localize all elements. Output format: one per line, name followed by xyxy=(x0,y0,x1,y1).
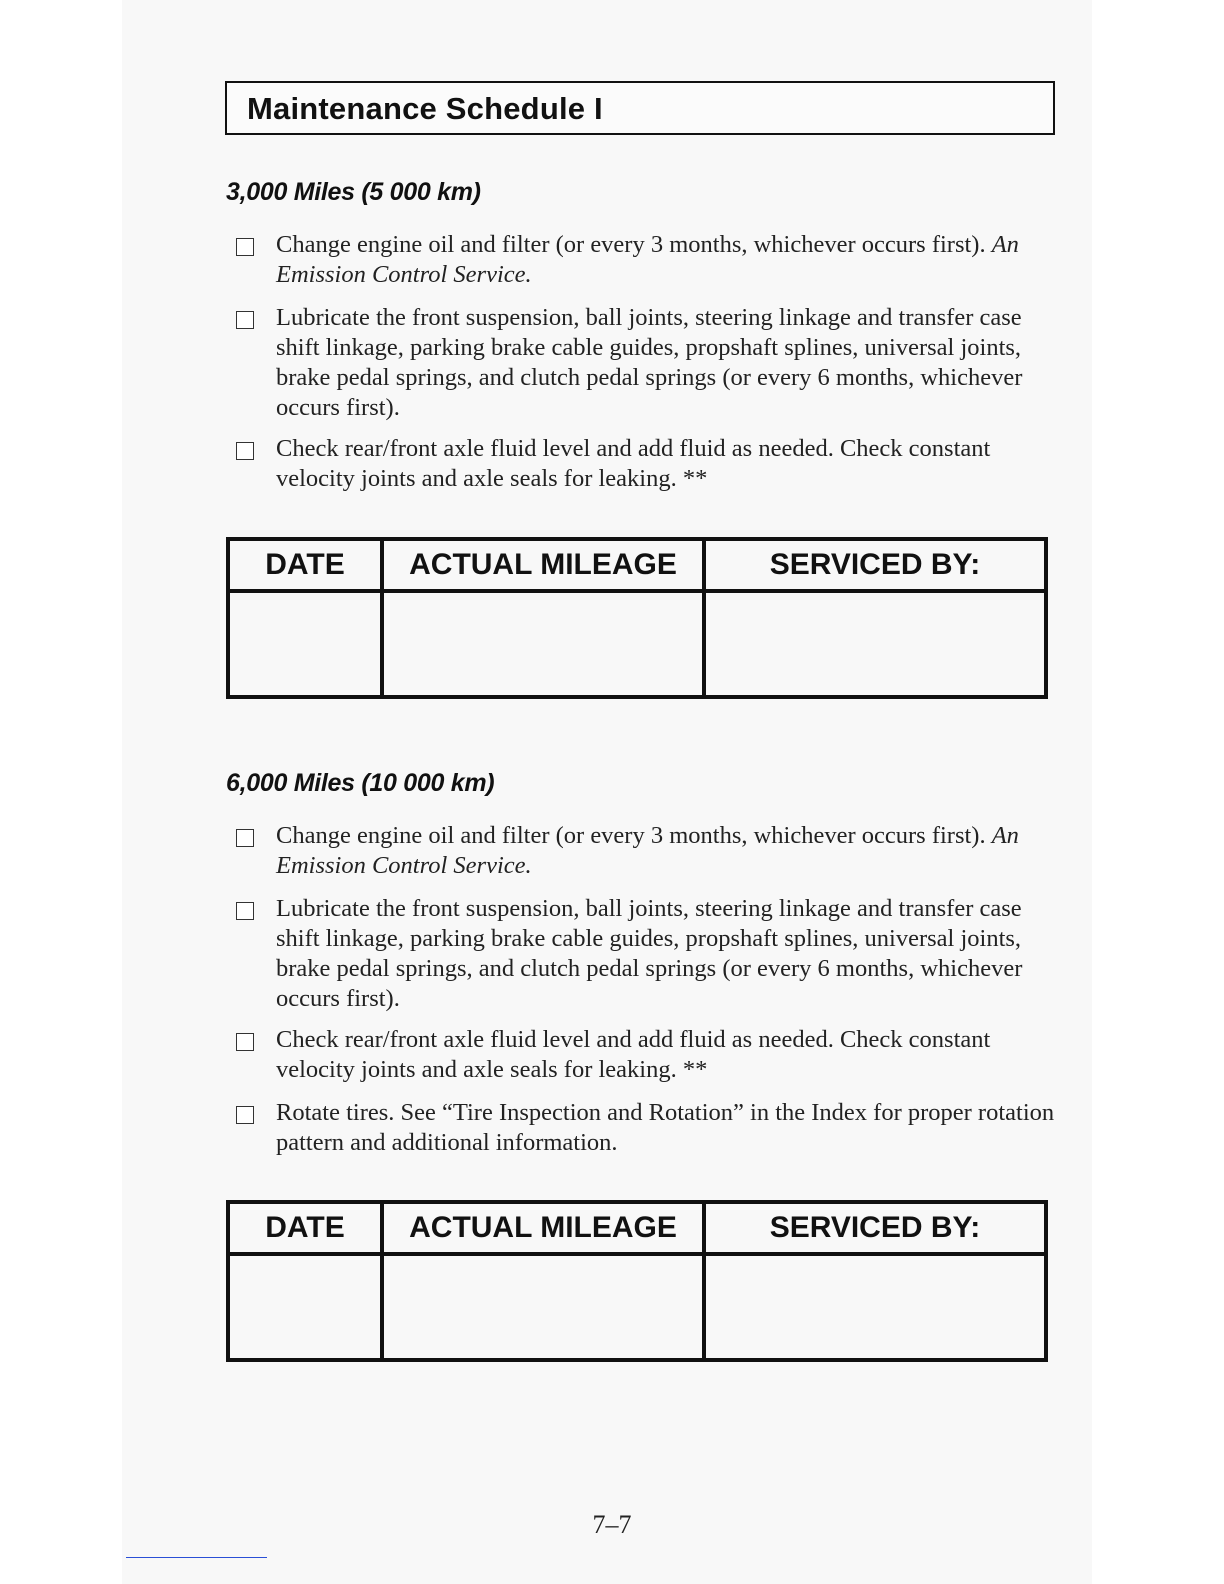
mileage-cell[interactable] xyxy=(384,593,702,695)
checkbox[interactable] xyxy=(236,1106,254,1124)
checkbox[interactable] xyxy=(236,1033,254,1051)
footer-rule xyxy=(126,1557,267,1558)
title-box xyxy=(225,81,1055,135)
serviced-by-cell[interactable] xyxy=(706,593,1044,695)
checkbox[interactable] xyxy=(236,238,254,256)
header-actual-mileage: ACTUAL MILEAGE xyxy=(409,1211,677,1244)
checkbox[interactable] xyxy=(236,902,254,920)
item-text: Lubricate the front suspension, ball joints, steering linkage and transfer case shift linkage, parking brake cable guides, propshaft splines, universal joints, brake pedal springs, and clutch pedal springs (or every 6 months, whichever occurs first). xyxy=(276,895,1023,1012)
item-text: Change engine oil and filter (or every 3 months, whichever occurs first). An Emission Control Service. xyxy=(276,231,1019,288)
date-cell[interactable] xyxy=(230,593,380,695)
header-date: DATE xyxy=(265,548,345,581)
service-record-table xyxy=(226,1200,1048,1362)
mileage-cell[interactable] xyxy=(384,1256,702,1358)
header-actual-mileage: ACTUAL MILEAGE xyxy=(409,548,677,581)
header-date: DATE xyxy=(265,1211,345,1244)
section-heading-3000: 3,000 Miles (5 000 km) xyxy=(226,178,481,206)
service-record-table xyxy=(226,537,1048,699)
header-serviced-by: SERVICED BY: xyxy=(769,1211,981,1244)
item-text: Check rear/front axle fluid level and add fluid as needed. Check constant velocity joints and axle seals for leaking. ** xyxy=(276,435,991,492)
section-heading-6000: 6,000 Miles (10 000 km) xyxy=(226,769,495,797)
item-text: Lubricate the front suspension, ball joints, steering linkage and transfer case shift linkage, parking brake cable guides, propshaft splines, universal joints, brake pedal springs, and clutch pedal springs (or every 6 months, whichever occurs first). xyxy=(276,304,1023,421)
checkbox[interactable] xyxy=(236,829,254,847)
item-text: Check rear/front axle fluid level and add fluid as needed. Check constant velocity joints and axle seals for leaking. ** xyxy=(276,1026,991,1083)
header-serviced-by: SERVICED BY: xyxy=(769,548,981,581)
page-number: 7–7 xyxy=(592,1510,632,1539)
checkbox[interactable] xyxy=(236,442,254,460)
item-text: Rotate tires. See “Tire Inspection and Rotation” in the Index for proper rotation pattern and additional information. xyxy=(276,1099,1055,1156)
checkbox[interactable] xyxy=(236,311,254,329)
page-title: Maintenance Schedule I xyxy=(247,91,603,126)
serviced-by-cell[interactable] xyxy=(706,1256,1044,1358)
item-text: Change engine oil and filter (or every 3 months, whichever occurs first). An Emission Control Service. xyxy=(276,822,1019,879)
date-cell[interactable] xyxy=(230,1256,380,1358)
